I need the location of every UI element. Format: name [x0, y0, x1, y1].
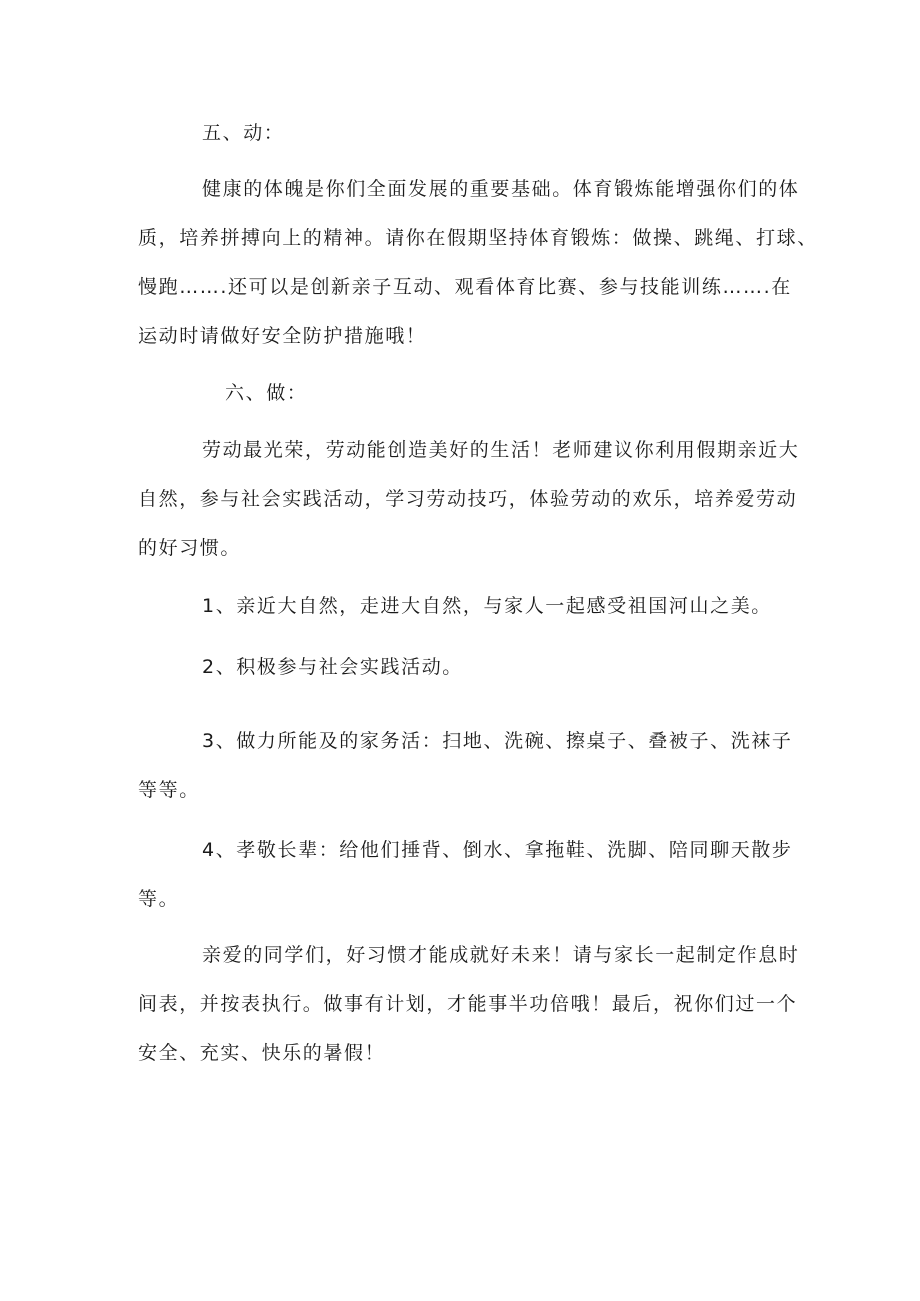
section-6-heading: 六、做： [225, 382, 308, 404]
closing-line-1: 亲爱的同学们，好习惯才能成就好未来！请与家长一起制定作息时 [202, 944, 800, 966]
section-5-line-3: 慢跑…….还可以是创新亲子互动、观看体育比赛、参与技能训练…….在 [138, 276, 792, 298]
section-5-heading: 五、动： [202, 122, 285, 144]
list-item-3-line-2: 等等。 [138, 779, 200, 801]
closing-line-2: 间表，并按表执行。做事有计划，才能事半功倍哦！最后，祝你们过一个 [138, 993, 798, 1015]
section-5-line-4: 运动时请做好安全防护措施哦！ [138, 325, 427, 347]
list-item-2: 2、积极参与社会实践活动。 [202, 656, 463, 678]
list-item-3-line-1: 3、做力所能及的家务活：扫地、洗碗、擦桌子、叠被子、洗袜子 [202, 730, 793, 752]
list-item-1: 1、亲近大自然，走进大自然，与家人一起感受祖国河山之美。 [202, 595, 772, 617]
list-item-4-line-2: 等。 [138, 888, 180, 910]
section-6-line-1: 劳动最光荣，劳动能创造美好的生活！老师建议你利用假期亲近大 [202, 439, 800, 461]
closing-line-3: 安全、充实、快乐的暑假！ [138, 1042, 386, 1064]
section-6-line-3: 的好习惯。 [138, 537, 242, 559]
list-item-4-line-1: 4、孝敬长辈：给他们捶背、倒水、拿拖鞋、洗脚、陪同聊天散步 [202, 839, 793, 861]
section-5-line-1: 健康的体魄是你们全面发展的重要基础。体育锻炼能增强你们的体 [202, 178, 800, 200]
section-5-line-2: 质，培养拼搏向上的精神。请你在假期坚持体育锻炼：做操、跳绳、打球、 [138, 227, 818, 249]
section-6-line-2: 自然，参与社会实践活动，学习劳动技巧，体验劳动的欢乐，培养爱劳动 [138, 488, 798, 510]
